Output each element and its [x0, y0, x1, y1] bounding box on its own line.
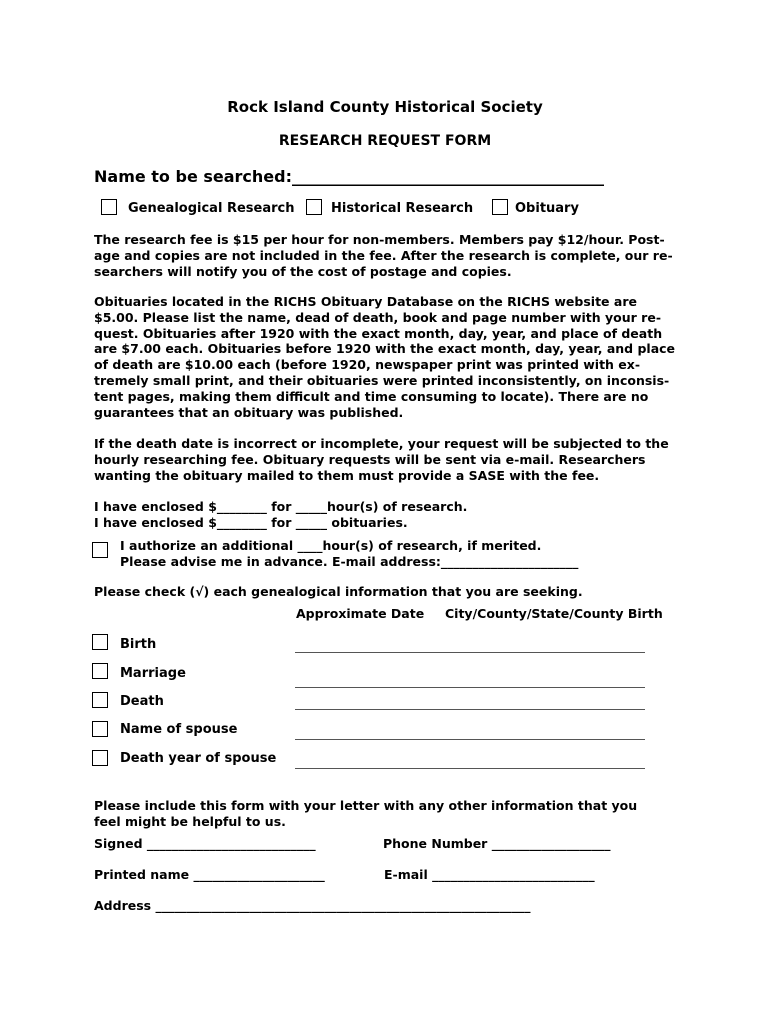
death-checkbox[interactable]: [92, 692, 108, 708]
include-note: [94, 798, 690, 830]
marriage-label: Marriage: [120, 666, 186, 681]
obituary-checkbox[interactable]: [492, 199, 508, 215]
death-date-paragraph: [94, 436, 690, 483]
death-label: Death: [120, 694, 164, 709]
death-date-line: If the death date is incorrect or incomplete, your request will be subjected to the: [94, 436, 669, 451]
include-note-line: Please include this form with your letter with any other information that you: [94, 798, 638, 813]
historical-research-label: Historical Research: [331, 201, 474, 216]
obituary-line: tremely small print, and their obituaries were printed inconsistently, on inconsis-: [94, 372, 670, 388]
check-prompt: Please check (√) each genealogical information that you are seeking.: [94, 584, 583, 599]
place-header: City/County/State/County Birth: [445, 606, 663, 621]
death-year-of-spouse-line[interactable]: [295, 768, 645, 769]
name-of-spouse-line[interactable]: [295, 739, 645, 740]
birth-checkbox[interactable]: [92, 634, 108, 650]
fee-line: searchers will notify you of the cost of postage and copies.: [94, 263, 512, 279]
birth-line[interactable]: [295, 652, 645, 653]
printed-name-field[interactable]: Printed name _____________________: [94, 867, 325, 882]
death-year-of-spouse-label: Death year of spouse: [120, 751, 277, 766]
include-note-line: feel might be helpful to us.: [94, 813, 286, 829]
name-of-spouse-label: Name of spouse: [120, 722, 238, 737]
birth-label: Birth: [120, 637, 157, 652]
obituary-label: Obituary: [515, 201, 579, 216]
fee-paragraph: [94, 232, 690, 279]
obituary-line: tent pages, making them difficult and time consuming to locate). There are no: [94, 388, 649, 404]
obituary-line: are $7.00 each. Obituaries before 1920 with the exact month, day, year, and place: [94, 341, 676, 357]
email-field[interactable]: E-mail __________________________: [384, 867, 595, 882]
name-of-spouse-checkbox[interactable]: [92, 721, 108, 737]
death-date-line: wanting the obituary mailed to them must provide a SASE with the fee.: [94, 467, 600, 483]
phone-number-field[interactable]: Phone Number ___________________: [383, 836, 611, 851]
name-to-search-field[interactable]: Name to be searched:_______________________________________: [94, 167, 605, 186]
marriage-checkbox[interactable]: [92, 663, 108, 679]
death-date-line: hourly researching fee. Obituary requests will be sent via e-mail. Researchers: [94, 451, 646, 467]
authorize-email-field[interactable]: Please advise me in advance. E-mail address:______________________: [120, 553, 579, 569]
death-line[interactable]: [295, 709, 645, 710]
obituary-line: of death are $10.00 each (before 1920, newspaper print was printed with ex-: [94, 357, 641, 373]
authorize-section: [120, 538, 680, 570]
obituary-paragraph: [94, 294, 690, 420]
authorize-hours-field[interactable]: I authorize an additional ____hour(s) of research, if merited.: [120, 538, 542, 553]
obituary-line: $5.00. Please list the name, dead of death, book and page number with your re-: [94, 309, 662, 325]
organization-name: Rock Island County Historical Society: [227, 98, 543, 116]
obituary-line: Obituaries located in the RICHS Obituary Database on the RICHS website are: [94, 294, 637, 309]
authorize-checkbox[interactable]: [92, 542, 108, 558]
historical-research-checkbox[interactable]: [306, 199, 322, 215]
obituary-line: quest. Obituaries after 1920 with the exact month, day, year, and place of death: [94, 325, 663, 341]
genealogical-research-checkbox[interactable]: [101, 199, 117, 215]
death-year-of-spouse-checkbox[interactable]: [92, 750, 108, 766]
enclosed-research-field[interactable]: I have enclosed $________ for _____hour(s) of research.: [94, 499, 468, 514]
form-title: RESEARCH REQUEST FORM: [278, 133, 492, 149]
address-field[interactable]: Address ____________________________________________________________: [94, 898, 531, 913]
enclosed-obituaries-field[interactable]: I have enclosed $________ for _____ obituaries.: [94, 514, 408, 530]
fee-line: The research fee is $15 per hour for non-members. Members pay $12/hour. Post-: [94, 232, 665, 247]
signed-field[interactable]: Signed ___________________________: [94, 836, 316, 851]
marriage-line[interactable]: [295, 687, 645, 688]
fee-line: age and copies are not included in the fee. After the research is complete, our re-: [94, 247, 673, 263]
obituary-line: guarantees that an obituary was published.: [94, 404, 404, 420]
genealogical-research-label: Genealogical Research: [128, 201, 295, 216]
enclosed-section: [94, 499, 690, 531]
approximate-date-header: Approximate Date: [296, 606, 425, 621]
